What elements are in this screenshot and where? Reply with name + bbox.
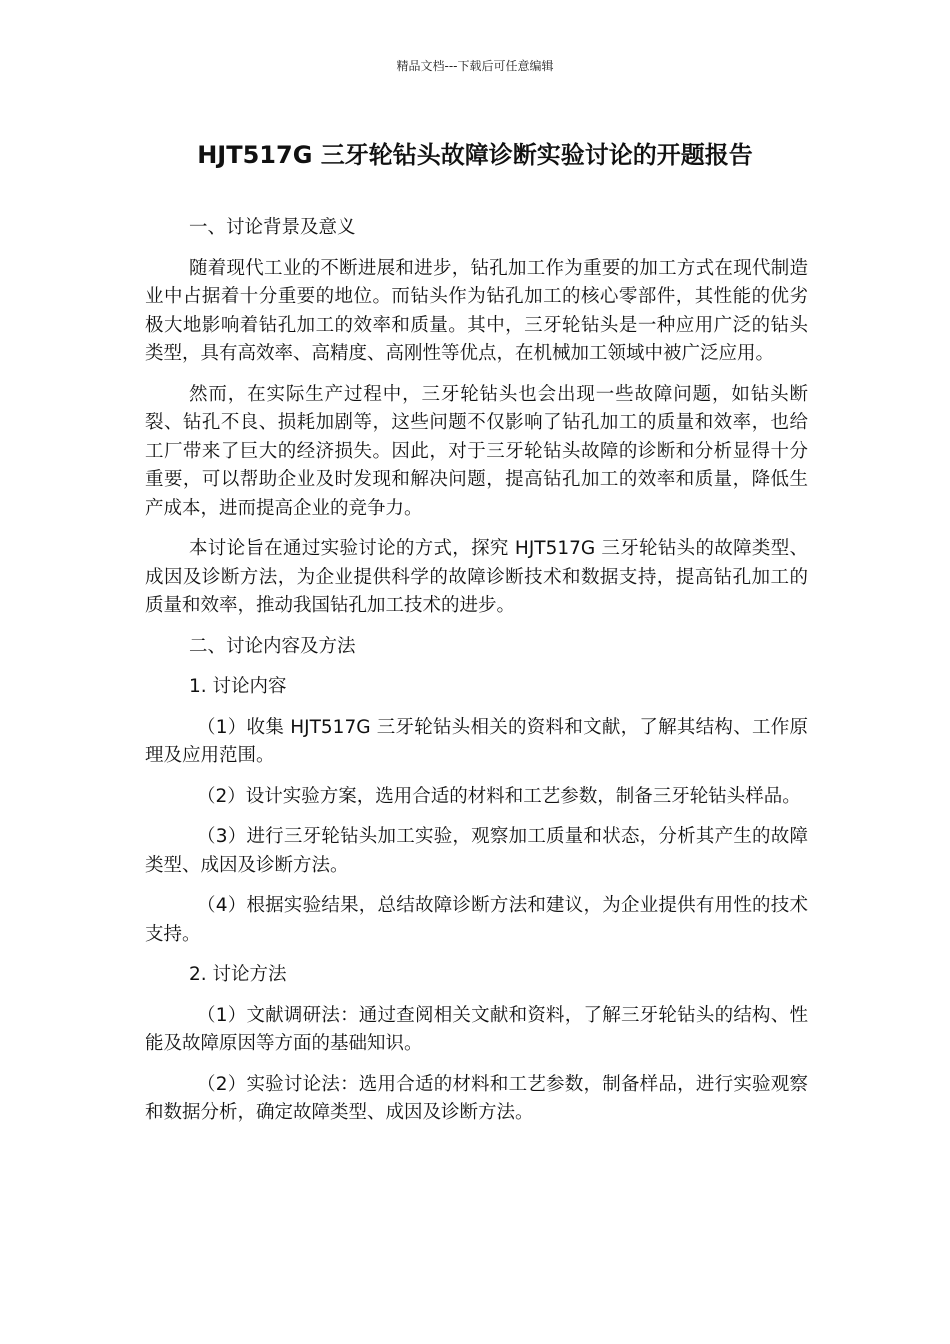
page-header-watermark: 精品文档---下载后可任意编辑 [396, 59, 554, 73]
list-item: （2）设计实验方案，选用合适的材料和工艺参数，制备三牙轮钻头样品。 [197, 785, 801, 807]
paragraph: 随着现代工业的不断进展和进步，钻孔加工作为重要的加工方式在现代制造业中占据着十分重要的地位。而钻头作为钻孔加工的核心零部件，其性能的优劣极大地影响着钻孔加工的效率和质量。其中，三牙轮钻头是一种应用广泛的钻头类型，具有高效率、高精度、高刚性等优点，在机械加工领域中被广泛应用。 [145, 257, 808, 364]
subsection-heading-content: 1. 讨论内容 [189, 676, 287, 697]
list-item: （4）根据实验结果，总结故障诊断方法和建议，为企业提供有用性的技术支持。 [145, 895, 808, 945]
list-item: （1）文献调研法：通过查阅相关文献和资料，了解三牙轮钻头的结构、性能及故障原因等方面的基础知识。 [145, 1004, 808, 1054]
paragraph: 然而，在实际生产过程中，三牙轮钻头也会出现一些故障问题，如钻头断裂、钻孔不良、损耗加剧等，这些问题不仅影响了钻孔加工的质量和效率，也给工厂带来了巨大的经济损失。因此，对于三牙轮钻头故障的诊断和分析显得十分重要，可以帮助企业及时发现和解决问题，提高钻孔加工的效率和质量，降低生产成本，进而提高企业的竞争力。 [145, 383, 808, 519]
list-item: （1）收集 HJT517G 三牙轮钻头相关的资料和文献，了解其结构、工作原理及应用范围。 [145, 716, 808, 766]
list-item: （3）进行三牙轮钻头加工实验，观察加工质量和状态，分析其产生的故障类型、成因及诊断方法。 [145, 826, 808, 876]
document-body [145, 214, 808, 1140]
list-item: （2）实验讨论法：选用合适的材料和工艺参数，制备样品，进行实验观察和数据分析，确定故障类型、成因及诊断方法。 [145, 1073, 808, 1123]
section-heading-background: 一、讨论背景及意义 [189, 217, 356, 238]
subsection-heading-methods: 2. 讨论方法 [189, 964, 287, 985]
paragraph: 本讨论旨在通过实验讨论的方式，探究 HJT517G 三牙轮钻头的故障类型、成因及诊断方法，为企业提供科学的故障诊断技术和数据支持，提高钻孔加工的质量和效率，推动我国钻孔加工技术的进步。 [145, 538, 808, 616]
document-title: HJT517G 三牙轮钻头故障诊断实验讨论的开题报告 [197, 141, 753, 169]
section-heading-content-methods: 二、讨论内容及方法 [189, 635, 356, 657]
